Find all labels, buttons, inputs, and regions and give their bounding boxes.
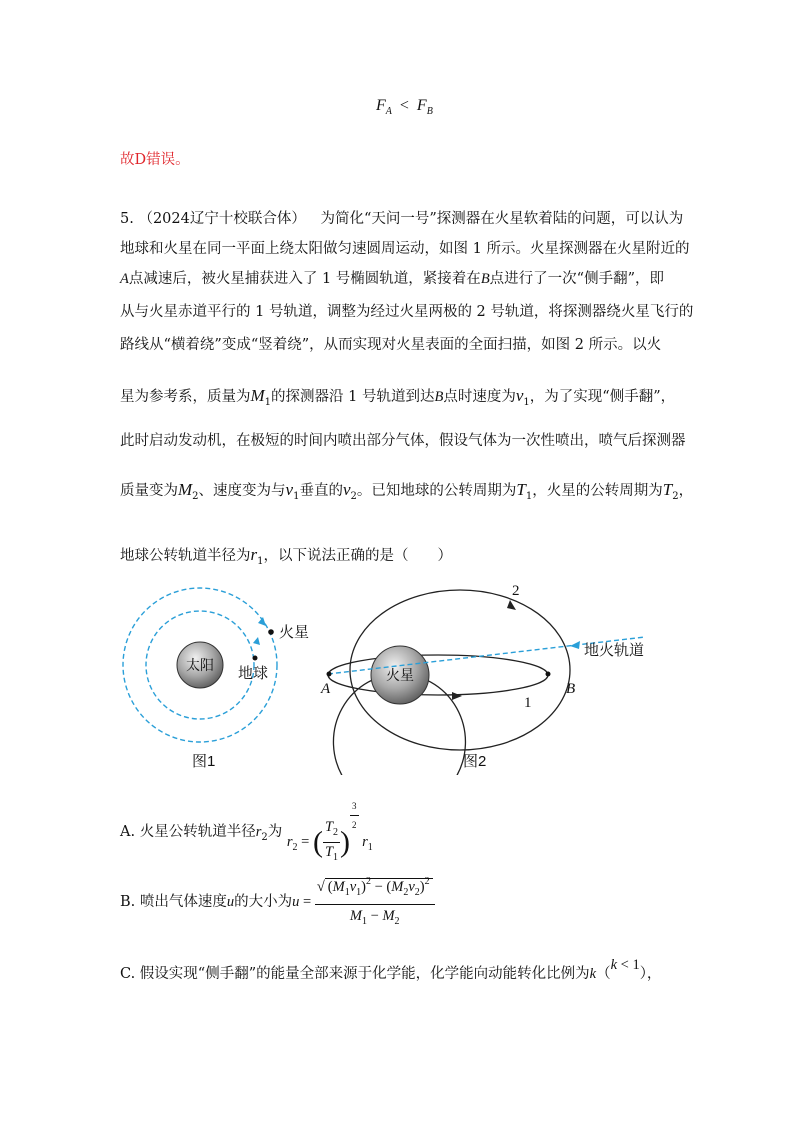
question-line-4: 从与火星赤道平行的 1 号轨道，调整为经过火星两极的 2 号轨道，将探测器绕火星飞行的 — [120, 304, 694, 320]
figure-diagrams — [110, 575, 670, 775]
question-line-8: 质量变为$M_2$、速度变为与$v_1$垂直的$v_2$。已知地球的公转周期为$T_1$，火星的公转周期为$T_2$， — [120, 480, 694, 502]
earth-orbit-arrow — [253, 637, 260, 645]
point-b-label: B — [566, 681, 576, 697]
sun-label: 太阳 — [186, 657, 214, 673]
point-b-dot — [546, 672, 551, 677]
question-line-1: 5. （2024辽宁十校联合体） 为简化“天问一号”探测器在火星软着陆的问题，可以认为 — [120, 211, 684, 227]
question-line-5: 路线从“横着绕”变成“竖着绕”，从而实现对火星表面的全面扫描，如图 2 所示。以火 — [120, 337, 662, 353]
mars-dot — [268, 629, 274, 635]
option-b: B. 喷出气体速度u的大小为u = $\frac{√ (M_1v_1)^2 - (M_2v_2)^2}{M_1 - M_2}$ — [120, 871, 435, 931]
point-a-dot — [327, 672, 332, 677]
option-a-label: A. — [120, 824, 136, 841]
figure-1 — [123, 588, 309, 742]
option-a-formula: $r_2$ = ( $\frac{T_2}{T_1}$ ) $\frac{3}{2}$ $r_1$ — [287, 797, 373, 867]
figure2-caption: 图2 — [463, 753, 487, 770]
question-line-3: A点减速后，被火星捕获进入了 1 号椭圆轨道，紧接着在B点进行了一次“侧手翻”，即 — [120, 271, 664, 287]
mars-orbit-arrow — [258, 617, 266, 626]
mars-fig2-label: 火星 — [386, 667, 414, 683]
question-number: 5. — [120, 211, 134, 227]
option-c-label: C. — [120, 966, 136, 982]
orbit2-label: 2 — [512, 583, 520, 599]
option-b-formula: $\frac{√ (M_1v_1)^2 - (M_2v_2)^2}{M_1 - M_2}$ — [315, 871, 435, 933]
figure-2 — [320, 583, 645, 775]
question-line-2: 地球和火星在同一平面上绕太阳做匀速圆周运动，如图 1 所示。火星探测器在火星附近的 — [120, 241, 690, 257]
question-line-9: 地球公转轨道半径为$r_1$，以下说法正确的是（ ） — [120, 545, 452, 567]
earth-dot — [253, 656, 258, 661]
question-line-6: 星为参考系，质量为$M_1$的探测器沿 1 号轨道到达B点时速度为$v_1$，为了实现“侧手翻”， — [120, 386, 676, 408]
earth-label: 地球 — [238, 665, 269, 682]
orbit1-arrow — [452, 692, 462, 700]
option-b-label: B. — [120, 894, 136, 910]
transfer-arrow — [570, 641, 580, 649]
question-line-7: 此时启动发动机，在极短的时间内喷出部分气体，假设气体为一次性喷出，喷气后探测器 — [120, 433, 686, 449]
orbit2-arrow — [507, 600, 516, 610]
option-a: A. 火星公转轨道半径$r_2$为 $r_2$ = ( $\frac{T_2}{T_1}$ ) $\frac{3}{2}$ $r_1$ — [120, 797, 373, 851]
point-a-label: A — [321, 681, 331, 697]
top-formula: $F_A < F_B$ — [376, 97, 433, 117]
question-source: （2024辽宁十校联合体） — [138, 211, 306, 227]
conclusion-text: 故D错误。 — [120, 152, 190, 168]
orbit-1 — [328, 655, 548, 695]
figure1-caption: 图1 — [192, 753, 216, 770]
transfer-label: 地火轨道 — [584, 642, 645, 659]
orbit1-label: 1 — [524, 695, 532, 711]
mars-label: 火星 — [279, 624, 310, 641]
option-c: C. 假设实现“侧手翻”的能量全部来源于化学能，化学能向动能转化比例为k（k < 1）， — [120, 957, 662, 982]
